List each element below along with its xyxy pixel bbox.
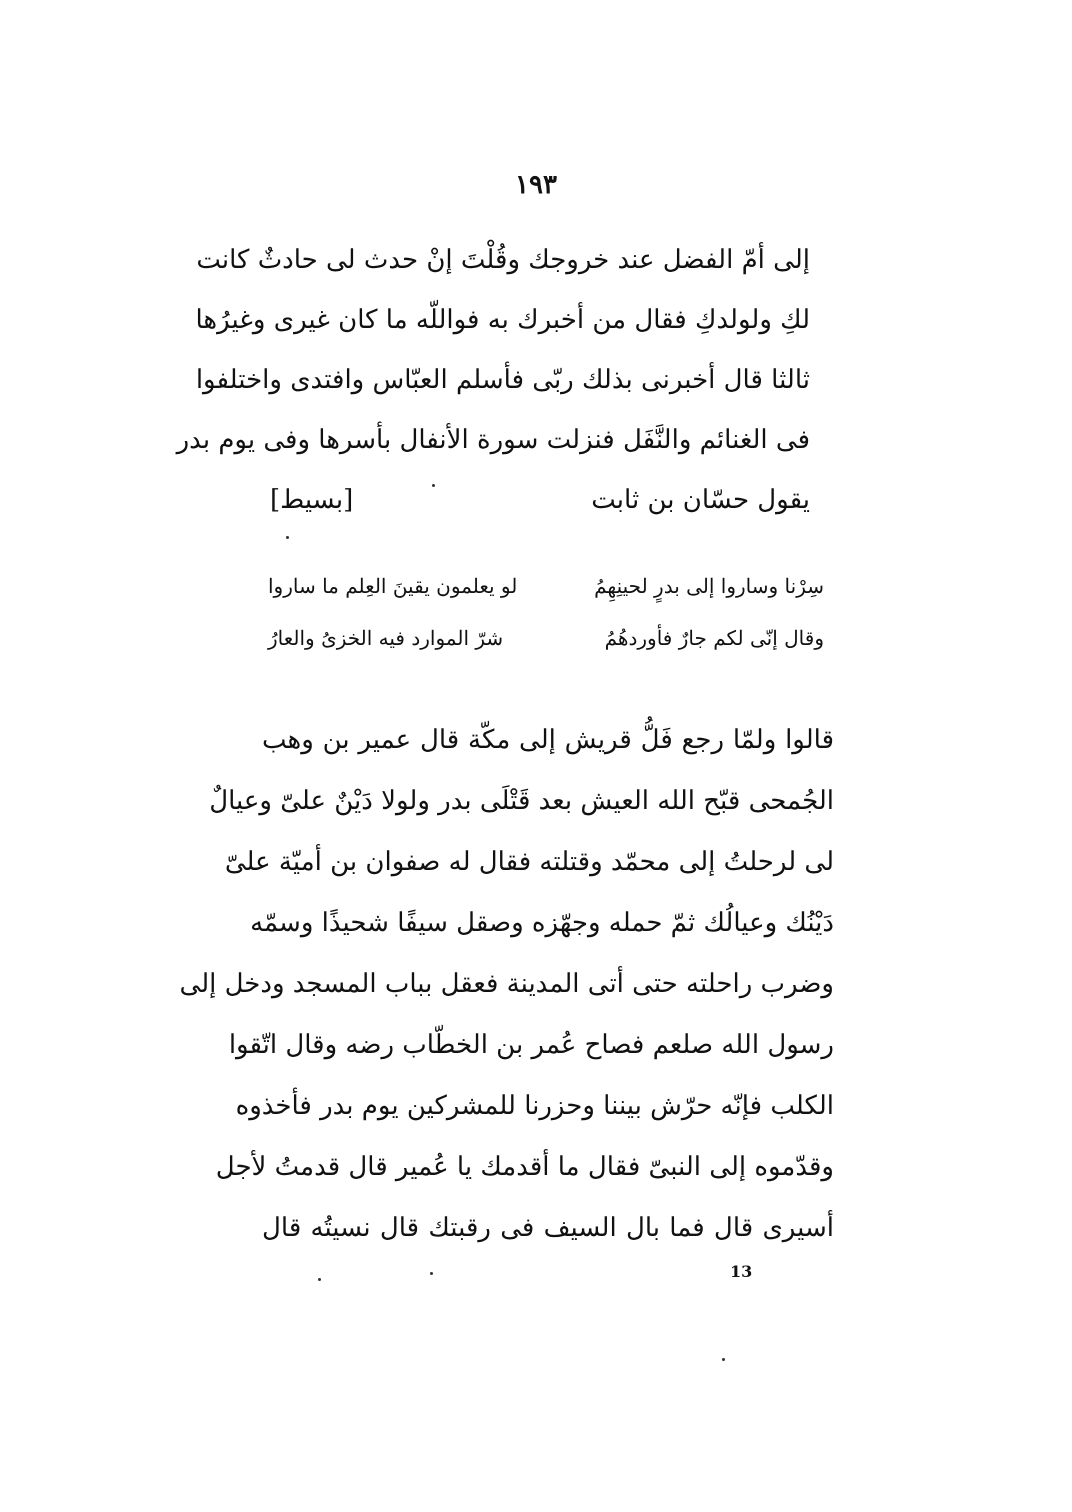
scan-speck <box>432 484 435 487</box>
text-line: فى الغنائم والنَّفَل فنزلت سورة الأنفال بأسرها وفى يوم بدر <box>176 425 810 455</box>
text-line: وضرب راحلته حتى أتى المدينة فعقل بباب المسجد ودخل إلى <box>179 969 834 999</box>
scan-speck <box>430 1272 433 1275</box>
poem-verse <box>268 612 824 664</box>
paragraph-2 <box>179 710 834 1259</box>
page-number: ١٩٣ <box>515 170 557 200</box>
poem <box>268 560 824 664</box>
scan-speck <box>318 1278 321 1281</box>
text-line: أسيرى قال فما بال السيف فى رقبتك قال نسيتُه قال <box>262 1213 834 1243</box>
signature-mark: 13 <box>730 1262 753 1281</box>
verse-first-hemistich: سِرْنا وساروا إلى بدرٍ لحينِهِمُ <box>594 574 824 598</box>
poem-attribution: يقول حسّان بن ثابت <box>591 485 810 515</box>
text-line: إلى أمّ الفضل عند خروجك وقُلْتَ إنْ حدث لى حادثٌ كانت <box>196 245 810 275</box>
text-line: دَيْنُك وعيالُك ثمّ حمله وجهّزه وصقل سيفًا شحيذًا وسمّه <box>250 908 834 938</box>
text-line: الجُمحى قبّح الله العيش بعد قَتْلَى بدر ولولا دَيْنٌ علىّ وعيالٌ <box>209 786 834 816</box>
text-line: الكلب فإنّه حرّش بيننا وحزرنا للمشركين يوم بدر فأخذوه <box>235 1091 834 1121</box>
text-line: قالوا ولمّا رجع فَلُّ قريش إلى مكّة قال عمير بن وهب <box>262 725 834 755</box>
paragraph-1 <box>176 230 810 530</box>
verse-second-hemistich: شرّ الموارد فيه الخزىُ والعارُ <box>268 626 504 650</box>
text-line-with-meter <box>270 470 810 530</box>
text-line: لكِ ولولدكِ فقال من أخبرك به فواللّه ما كان غيرى وغيرُها <box>195 305 810 335</box>
verse-first-hemistich: وقال إنّى لكم جارٌ فأوردهُمُ <box>604 626 824 650</box>
text-line: ثالثا قال أخبرنى بذلك ربّى فأسلم العبّاس وافتدى واختلفوا <box>195 365 810 395</box>
meter-label: [بسيط] <box>270 485 354 515</box>
poem-verse <box>268 560 824 612</box>
scan-speck <box>722 1358 725 1361</box>
text-line: رسول الله صلعم فصاح عُمر بن الخطّاب رضه وقال اتّقوا <box>228 1030 834 1060</box>
verse-second-hemistich: لو يعلمون يقينَ العِلم ما ساروا <box>268 574 518 598</box>
text-line: لى لرحلتُ إلى محمّد وقتلته فقال له صفوان بن أميّة علىّ <box>224 847 834 877</box>
text-line: وقدّموه إلى النبىّ فقال ما أقدمك يا عُمير قال قدمتُ لأجل <box>215 1152 834 1182</box>
scan-speck <box>286 536 289 539</box>
